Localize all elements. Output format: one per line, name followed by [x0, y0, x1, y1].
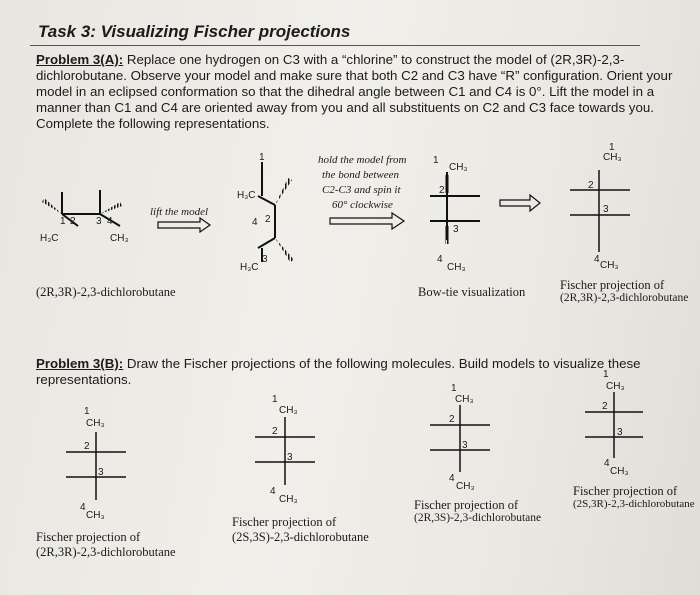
num-4: 4 — [270, 486, 276, 497]
problem-a-line-4: manner than C1 and C4 are oriented away from you and all substituents on C2 and C3 face towards you. — [36, 100, 654, 115]
problem-b-text-1: Draw the Fischer projections of the following molecules. Build models to visualize these — [126, 356, 641, 371]
num-2: 2 — [265, 214, 271, 225]
hashed-up — [445, 175, 449, 193]
hashed-wedge-top — [275, 178, 292, 205]
num-2: 2 — [588, 180, 594, 191]
fischer-a — [570, 170, 630, 252]
num-4: 4 — [80, 502, 86, 513]
problem-b-line-2: representations. — [36, 372, 132, 387]
num-2: 2 — [70, 216, 76, 227]
note-lift-model: lift the model — [150, 206, 209, 218]
problem-b-line-1 — [36, 356, 641, 372]
caption-b2-1: Fischer projection of — [232, 515, 337, 529]
caption-b1-2: (2R,3R)-2,3-dichlorobutane — [36, 545, 176, 559]
caption-b3-2: (2R,3S)-2,3-dichlorobutane — [414, 512, 542, 524]
problem-a-label: Problem 3(A): — [36, 52, 124, 67]
note-hold-4: 60° clockwise — [332, 199, 393, 211]
num-4: 4 — [437, 254, 443, 265]
atom-ch3-top: CH₃ — [455, 394, 474, 405]
arrow-to-fischer — [500, 195, 540, 211]
atom-h3c: H₃C — [237, 190, 256, 201]
problem-a-text-1: Replace one hydrogen on C3 with a “chlorine” to construct the model of (2R,3R)-2,3- — [126, 52, 625, 67]
atom-ch3-bottom: CH₃ — [600, 260, 619, 271]
atom-ch3-top: CH₃ — [603, 152, 622, 163]
fischer-b2 — [255, 417, 315, 485]
problem-a-line-3: model in an eclipsed conformation so that the dihedral angle between C1 and C4 is 0°. Lift the model in a — [36, 84, 655, 99]
lifted-structure — [258, 162, 275, 262]
num-3: 3 — [453, 224, 459, 235]
num-1: 1 — [60, 216, 66, 227]
atom-ch3-bottom: CH₃ — [447, 262, 466, 273]
bond-upper-right — [258, 196, 275, 205]
num-4: 4 — [449, 473, 455, 484]
caption-b1-1: Fischer projection of — [36, 530, 141, 544]
num-1: 1 — [603, 369, 609, 380]
num-4: 4 — [252, 217, 258, 228]
note-hold-1: hold the model from — [318, 154, 407, 166]
num-3: 3 — [262, 254, 268, 265]
atom-ch3-top: CH₃ — [279, 405, 298, 416]
atom-ch3-top: CH₃ — [449, 162, 468, 173]
caption-fischer-a-1: Fischer projection of — [560, 278, 665, 292]
num-3: 3 — [462, 440, 468, 451]
atom-ch3-bottom: CH₃ — [86, 510, 105, 521]
note-hold-2: the bond between — [322, 169, 399, 181]
atom-h3c-bottom: H₃C — [240, 262, 259, 273]
hashed-wedge-right — [100, 202, 122, 214]
bond-lower-left — [258, 238, 275, 248]
caption-b4-1: Fischer projection of — [573, 484, 678, 498]
hashed-wedge-bottom — [275, 238, 294, 262]
atom-ch3-bottom: CH₃ — [610, 466, 629, 477]
atom-ch3-top: CH₃ — [606, 381, 625, 392]
num-1: 1 — [84, 406, 90, 417]
task-title: Task 3: Visualizing Fischer projections — [38, 22, 351, 41]
fischer-b4 — [585, 392, 643, 458]
num-1: 1 — [609, 142, 615, 153]
problem-b-label: Problem 3(B): — [36, 356, 124, 371]
num-3: 3 — [98, 467, 104, 478]
num-1: 1 — [433, 155, 439, 166]
note-hold-3: C2-C3 and spin it — [322, 184, 401, 196]
num-3: 3 — [617, 427, 623, 438]
num-1: 1 — [272, 394, 278, 405]
atom-ch3-bottom: CH₃ — [279, 494, 298, 505]
atom-h3c: H₃C — [40, 233, 59, 244]
caption-zigzag: (2R,3R)-2,3-dichlorobutane — [36, 285, 176, 299]
num-4: 4 — [107, 216, 113, 227]
num-1: 1 — [451, 383, 457, 394]
caption-b4-2: (2S,3R)-2,3-dichlorobutane — [573, 498, 695, 510]
num-3: 3 — [603, 204, 609, 215]
caption-bowtie: Bow-tie visualization — [418, 285, 526, 299]
fischer-b1 — [66, 432, 126, 500]
hashed-wedge-left — [42, 198, 62, 214]
num-2: 2 — [449, 414, 455, 425]
fischer-b3 — [430, 405, 490, 472]
atom-ch3-top: CH₃ — [86, 418, 105, 429]
caption-fischer-a-2: (2R,3R)-2,3-dichlorobutane — [560, 292, 689, 304]
hashed-down — [445, 226, 449, 244]
num-2: 2 — [439, 185, 445, 196]
caption-b2-2: (2S,3S)-2,3-dichlorobutane — [232, 530, 369, 544]
problem-a-line-5: Complete the following representations. — [36, 116, 270, 131]
num-1: 1 — [259, 152, 265, 163]
arrow-spin — [330, 213, 404, 229]
num-2: 2 — [602, 401, 608, 412]
problem-a-line-2: dichlorobutane. Observe your model and make sure that both C2 and C3 have “R” configuration. Orient your — [36, 68, 673, 83]
num-2: 2 — [272, 426, 278, 437]
num-3: 3 — [96, 216, 102, 227]
num-3: 3 — [287, 452, 293, 463]
atom-ch3-bottom: CH₃ — [456, 481, 475, 492]
atom-ch3: CH₃ — [110, 233, 129, 244]
arrow-lift — [158, 218, 210, 232]
caption-b3-1: Fischer projection of — [414, 498, 519, 512]
num-4: 4 — [594, 254, 600, 265]
num-2: 2 — [84, 441, 90, 452]
num-4: 4 — [604, 458, 610, 469]
